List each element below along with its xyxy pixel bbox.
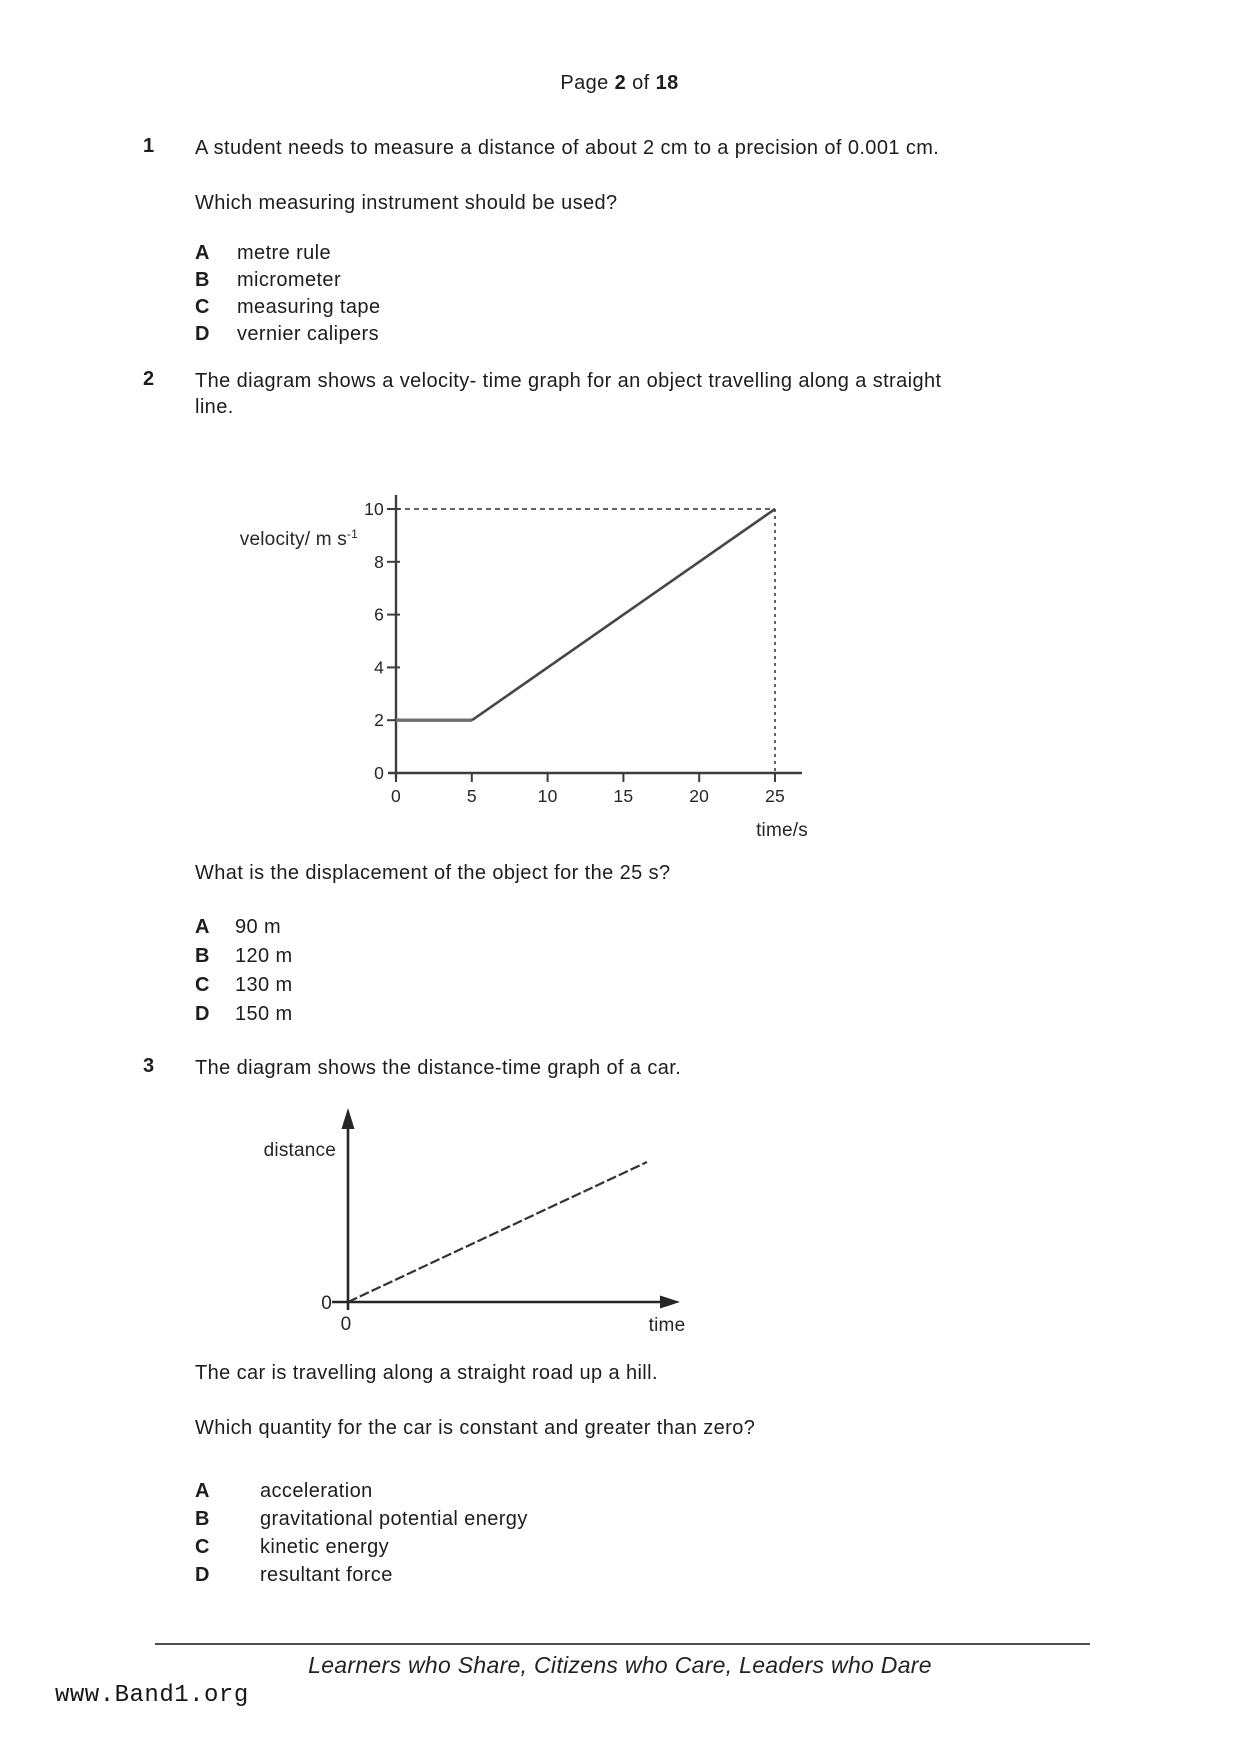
option-row bbox=[195, 242, 380, 269]
option-text: kinetic energy bbox=[260, 1536, 389, 1558]
velocity-line-rising-segment bbox=[472, 509, 775, 720]
footer-divider bbox=[155, 1643, 1090, 1645]
x-tick-label: 20 bbox=[689, 786, 710, 806]
option-row bbox=[195, 916, 293, 945]
question-3-text bbox=[195, 1055, 1015, 1081]
y-tick-label: 2 bbox=[374, 710, 384, 731]
question-2-prompt: What is the displacement of the object for the 25 s? bbox=[195, 862, 671, 884]
y-tick-label: 0 bbox=[374, 763, 384, 783]
question-2-number: 2 bbox=[143, 368, 155, 390]
x-axis-arrowhead bbox=[660, 1296, 680, 1309]
page-header-of: of bbox=[632, 72, 650, 94]
y-tick-label: 4 bbox=[374, 657, 384, 678]
velocity-time-graph-svg bbox=[210, 440, 810, 850]
option-text: 150 m bbox=[235, 1003, 293, 1025]
option-letter: A bbox=[195, 242, 210, 264]
distance-time-graph-svg bbox=[220, 1100, 700, 1350]
option-letter: D bbox=[195, 1003, 210, 1025]
question-line: The diagram shows the distance-time graph of a car. bbox=[195, 1057, 682, 1079]
option-text: gravitational potential energy bbox=[260, 1508, 528, 1530]
question-1-options bbox=[195, 242, 380, 350]
question-line: The diagram shows a velocity- time graph for an object travelling along a straight bbox=[195, 370, 942, 392]
page-header-word: Page bbox=[560, 72, 609, 94]
page-total: 18 bbox=[655, 72, 679, 94]
y-axis-label-main: velocity/ m s bbox=[239, 529, 347, 550]
y-axis-label bbox=[240, 527, 358, 550]
option-row bbox=[195, 1564, 528, 1592]
velocity-time-graph bbox=[210, 440, 810, 856]
question-2-text bbox=[195, 368, 1025, 420]
option-row bbox=[195, 269, 380, 296]
option-text: 120 m bbox=[235, 945, 293, 967]
y-axis-arrowhead bbox=[342, 1108, 355, 1129]
page-header bbox=[0, 72, 1239, 95]
option-letter: A bbox=[195, 916, 210, 938]
y-axis-label-superscript: -1 bbox=[346, 527, 358, 541]
question-3-prompt: Which quantity for the car is constant and greater than zero? bbox=[195, 1417, 756, 1439]
option-letter: B bbox=[195, 945, 210, 967]
option-row bbox=[195, 1003, 293, 1032]
x-axis-label: time bbox=[648, 1315, 686, 1336]
y-tick-label: 8 bbox=[374, 551, 384, 572]
question-line: line. bbox=[195, 396, 234, 418]
footer-motto: Learners who Share, Citizens who Care, Leaders who Dare bbox=[308, 1652, 932, 1678]
question-1-prompt: Which measuring instrument should be used? bbox=[195, 192, 618, 214]
question-line: A student needs to measure a distance of about 2 cm to a precision of 0.001 cm. bbox=[195, 137, 940, 159]
option-row bbox=[195, 1536, 528, 1564]
y-tick-label: 10 bbox=[364, 499, 384, 519]
option-text: 130 m bbox=[235, 974, 293, 996]
option-text: acceleration bbox=[260, 1480, 373, 1502]
x-tick-label: 0 bbox=[391, 786, 401, 806]
option-row bbox=[195, 1508, 528, 1536]
origin-zero-y: 0 bbox=[321, 1293, 332, 1314]
option-letter: D bbox=[195, 323, 210, 345]
option-text: measuring tape bbox=[237, 296, 381, 318]
x-tick-label: 5 bbox=[466, 786, 477, 806]
y-axis-label: distance bbox=[263, 1140, 336, 1161]
x-tick-label: 15 bbox=[613, 786, 634, 806]
option-letter: C bbox=[195, 1536, 210, 1558]
website-url: www.Band1.org bbox=[55, 1682, 249, 1709]
option-row bbox=[195, 974, 293, 1003]
option-letter: B bbox=[195, 1508, 210, 1530]
option-text: micrometer bbox=[237, 269, 342, 291]
option-letter: B bbox=[195, 269, 210, 291]
question-3-number: 3 bbox=[143, 1055, 155, 1077]
origin-zero-x: 0 bbox=[340, 1314, 352, 1335]
option-letter: C bbox=[195, 974, 210, 996]
option-letter: C bbox=[195, 296, 210, 318]
question-1-number: 1 bbox=[143, 135, 155, 157]
page-number: 2 bbox=[614, 72, 627, 94]
y-tick-label: 6 bbox=[374, 604, 384, 625]
option-letter: A bbox=[195, 1480, 210, 1502]
x-tick-label: 25 bbox=[765, 786, 785, 806]
option-letter: D bbox=[195, 1564, 210, 1586]
option-row bbox=[195, 323, 380, 350]
option-text: metre rule bbox=[237, 242, 332, 264]
distance-time-graph bbox=[220, 1100, 700, 1356]
option-text: vernier calipers bbox=[237, 323, 380, 345]
distance-line bbox=[348, 1162, 647, 1302]
question-3-options bbox=[195, 1480, 528, 1592]
x-tick-label: 10 bbox=[537, 786, 558, 806]
option-text: 90 m bbox=[235, 916, 282, 938]
option-text: resultant force bbox=[260, 1564, 393, 1586]
question-3-statement: The car is travelling along a straight road up a hill. bbox=[195, 1362, 658, 1384]
option-row bbox=[195, 1480, 528, 1508]
question-2-options bbox=[195, 916, 293, 1032]
x-axis-label: time/s bbox=[756, 820, 808, 841]
option-row bbox=[195, 945, 293, 974]
option-row bbox=[195, 296, 380, 323]
question-1-text bbox=[195, 135, 1015, 161]
